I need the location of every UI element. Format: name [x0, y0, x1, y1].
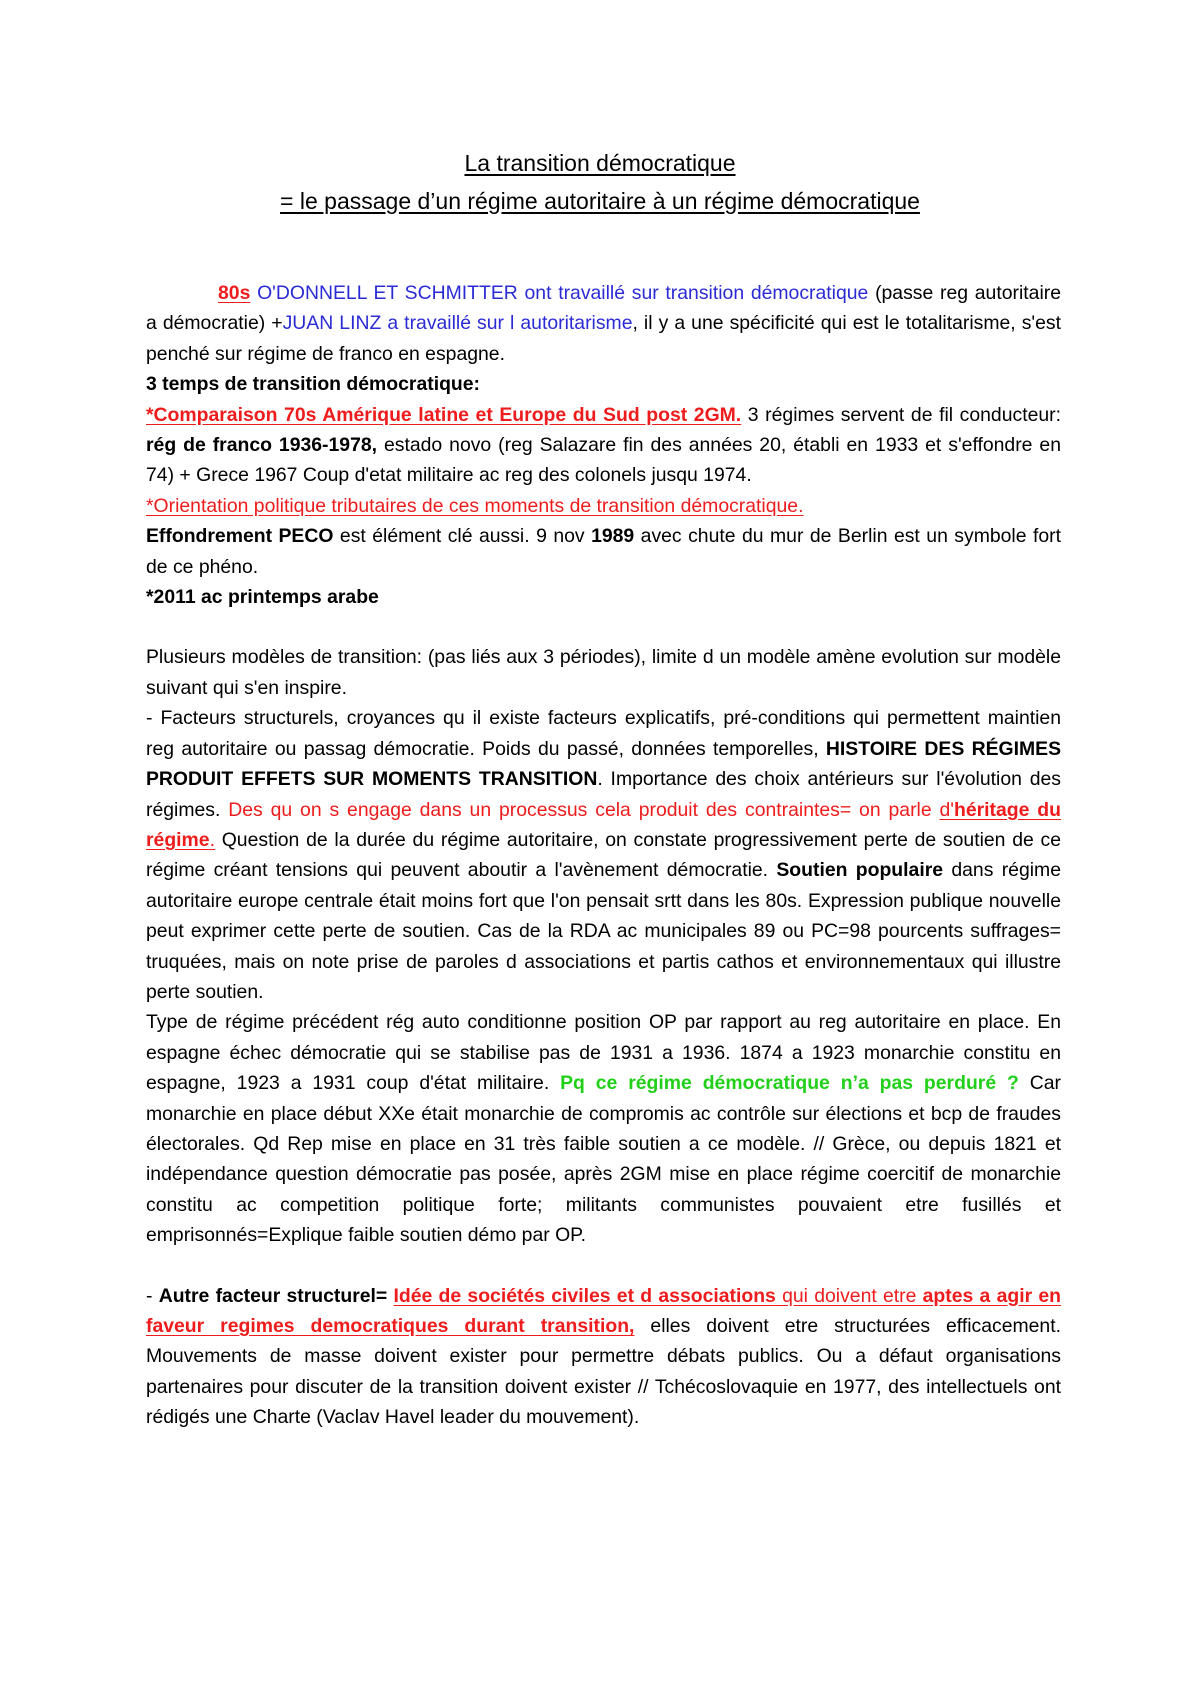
text-segment: estado novo (reg Salazare fin des années 20, établi en 1933 et s'effondre en 74) + Grece 1967 Coup d'etat militaire ac reg des colonels jusqu 1974. [146, 434, 1061, 487]
text-segment: , il y a une spécificité qui est le totalitarisme, s'est penché sur régime de franco en espagne. [146, 312, 1061, 365]
paragraph-type-regime [146, 1007, 1061, 1250]
heritage-term: héritage du régime [146, 798, 1061, 851]
date-80s: 80s [218, 282, 251, 304]
red-underline-segment: d' [939, 798, 954, 821]
text-segment: 3 régimes servent de fil conducteur: [741, 403, 1062, 426]
paragraph-orientation: *Orientation politique tributaires de ces moments de transition démocratique. [146, 494, 804, 517]
paragraph-printemps: *2011 ac printemps arabe [146, 586, 379, 609]
text-segment: avec chute du mur de Berlin est un symbole fort de ce phéno. [146, 525, 1061, 578]
red-underline-segment: . [209, 828, 215, 851]
paragraph-autre-facteur [146, 1281, 1061, 1433]
heading-temps: 3 temps de transition démocratique: [146, 373, 481, 396]
document-body [146, 278, 1061, 1433]
comparaison-heading: *Comparaison 70s Amérique latine et Europe du Sud post 2GM. [146, 403, 742, 426]
bold-segment: rég de franco 1936-1978, [146, 434, 378, 457]
bold-segment: Effondrement PECO [146, 525, 334, 548]
text-segment: est élément clé aussi. 9 nov [333, 525, 592, 548]
authors-text: O'DONNELL ET SCHMITTER ont travaillé sur transition démocratique [250, 282, 869, 304]
bold-segment: Autre facteur structurel= [158, 1284, 388, 1307]
text-segment: - [146, 1284, 159, 1307]
text-segment: Question de la durée du régime autoritaire, on constate progressivement perte de soutien de ce régime créant tensions qui peuvent aboutir a l'avènement démocratie. [146, 828, 1061, 882]
bold-segment: HISTOIRE DES RÉGIMES PRODUIT EFFETS SUR MOMENTS TRANSITION [146, 737, 1062, 791]
paragraph-effondrement [146, 521, 1061, 582]
blank-line [146, 612, 1061, 642]
text-segment: Type de régime précédent rég auto conditionne position OP par rapport au reg autoritaire en place. En espagne échec démocratie qui se stabilise pas de 1931 a 1936. 1874 a 1923 monarchie constitu en espagne, 1923 a 1931 coup d'état militaire. [146, 1011, 1061, 1095]
red-bold-segment: aptes a agir en faveur regimes democratiques durant transition, [146, 1284, 1062, 1337]
text-segment: Car monarchie en place début XXe était monarchie de compromis ac contrôle sur élections et bcp de fraudes électorales. Qd Rep mise en place en 31 très faible soutien a ce modèle. // Grèce, ou depuis 1821 et indépendance question démocratie pas posée, après 2GM mise en place régime coercitif de monarchie constitu ac competition politique forte; militants communistes pouvaient etre fusillés et emprisonnés=Explique faible soutien démo par OP. [146, 1072, 1061, 1247]
paragraph-intro [146, 278, 1061, 369]
text-segment: elles doivent etre structurées efficacement. Mouvements de masse doivent exister pour permettre débats publics. Ou a défaut organisations partenaires pour discuter de la transition doivent exister // Tchécoslovaquie en 1977, des intellectuels ont rédigés une Charte (Vaclav Havel leader du mouvement). [146, 1315, 1061, 1429]
red-underline-segment: qui doivent etre [775, 1284, 917, 1307]
paragraph-facteurs [146, 703, 1061, 1007]
red-bold-segment: Idée de sociétés civiles et d associations [393, 1284, 776, 1307]
bold-segment: 1989 [591, 525, 635, 548]
red-segment: Des qu on s engage dans un processus cela produit des contraintes= on parle [228, 798, 940, 821]
blank-line [146, 1251, 1061, 1281]
text-segment: - Facteurs structurels, croyances qu il existe facteurs explicatifs, pré-conditions qui permettent maintien reg autoritaire ou passag démocratie. Poids du passé, données temporelles, [146, 707, 1061, 760]
paragraph-modeles: Plusieurs modèles de transition: (pas liés aux 3 périodes), limite d un modèle amène evolution sur modèle suivant qui s'en inspire. [146, 646, 1061, 699]
document-title [0, 144, 1200, 220]
text-segment: dans régime autoritaire europe centrale était moins fort que l'on pensait srtt dans les 80s. Expression publique nouvelle peut exprimer cette perte de soutien. Cas de la RDA ac municipales 89 ou PC=98 pourcents suffrages= truquées, mais on note prise de paroles d associations et partis cathos et environnementaux qui illustre perte soutien. [146, 859, 1061, 1003]
green-question: Pq ce régime démocratique n’a pas perduré ? [560, 1072, 1019, 1095]
bold-segment: Soutien populaire [776, 859, 944, 882]
linz-text: JUAN LINZ a travaillé sur l autoritarisme [282, 312, 633, 335]
text-segment: . Importance des choix antérieurs sur l'évolution des régimes. [146, 768, 1061, 821]
title-line-2: = le passage d’un régime autoritaire à un régime démocratique [280, 188, 920, 214]
title-line-1: La transition démocratique [464, 150, 736, 176]
paragraph-comparaison [146, 400, 1061, 491]
text-segment: (passe reg autoritaire a démocratie) + [146, 282, 1061, 335]
